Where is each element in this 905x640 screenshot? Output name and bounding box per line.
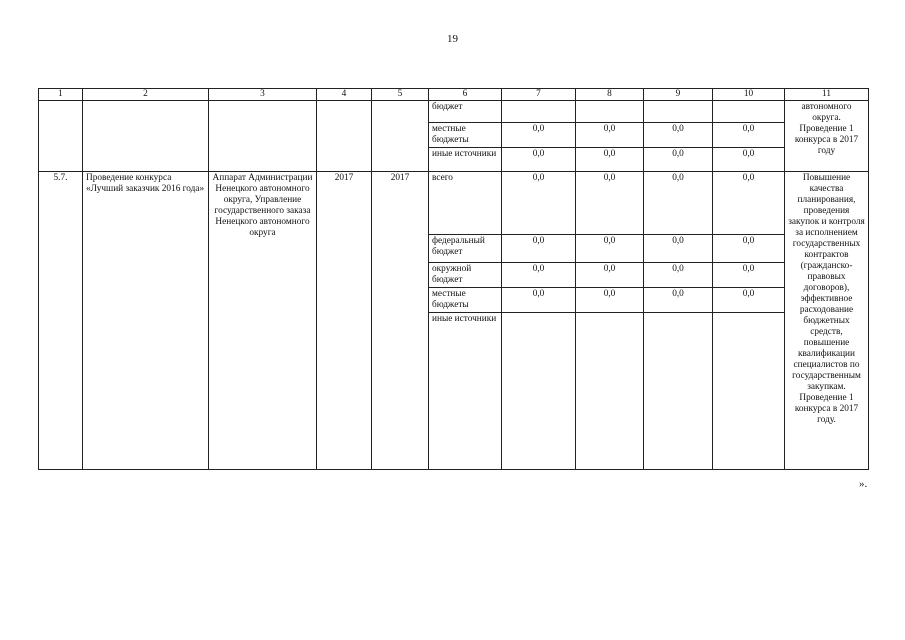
column-header: 4: [317, 89, 372, 101]
value-cell: 0,0: [576, 235, 644, 263]
value-cell: 0,0: [576, 123, 644, 148]
continuation-name-cell: [83, 101, 209, 172]
funding-source: местные бюджеты: [429, 288, 502, 313]
funding-source: всего: [429, 172, 502, 235]
value-cell: 0,0: [576, 172, 644, 235]
column-header: 3: [209, 89, 317, 101]
funding-source: иные источники: [429, 148, 502, 172]
value-cell: [713, 313, 785, 470]
value-cell: 0,0: [644, 172, 713, 235]
continuation-start-cell: [317, 101, 372, 172]
value-cell: 0,0: [713, 235, 785, 263]
value-cell: 0,0: [644, 288, 713, 313]
funding-source: федеральный бюджет: [429, 235, 502, 263]
continuation-end-cell: [372, 101, 429, 172]
item-number: 5.7.: [39, 172, 83, 470]
closing-quote-mark: ».: [859, 478, 868, 490]
item-executor: Аппарат Администрации Ненецкого автономного округа, Управление государственного заказа Ненецкого автономного округа: [209, 172, 317, 470]
value-cell: 0,0: [576, 148, 644, 172]
column-header: 1: [39, 89, 83, 101]
value-cell: 0,0: [502, 288, 576, 313]
expected-result: Повышение качества планирования, проведения закупок и контроля за исполнением государственных контрактов (гражданско-правовых договоров), эффективное расходование бюджетных средств, повышение квалификации специалистов по государственным закупкам. Проведение 1 конкурса в 2017 году.: [785, 172, 869, 470]
activities-table: [38, 88, 869, 470]
funding-source: иные источники: [429, 313, 502, 470]
page-number: 19: [447, 33, 458, 45]
column-header: 10: [713, 89, 785, 101]
continuation-executor-cell: [209, 101, 317, 172]
column-header-row: [39, 89, 869, 101]
value-cell: [644, 101, 713, 123]
value-cell: 0,0: [644, 123, 713, 148]
column-header: 5: [372, 89, 429, 101]
value-cell: 0,0: [502, 123, 576, 148]
value-cell: 0,0: [502, 148, 576, 172]
value-cell: 0,0: [713, 123, 785, 148]
column-header: 2: [83, 89, 209, 101]
value-cell: 0,0: [502, 172, 576, 235]
item-start-year: 2017: [317, 172, 372, 470]
value-cell: [644, 313, 713, 470]
value-cell: 0,0: [644, 148, 713, 172]
value-cell: 0,0: [713, 263, 785, 288]
table-row: [39, 172, 869, 235]
column-header: 11: [785, 89, 869, 101]
value-cell: [502, 313, 576, 470]
funding-source: местные бюджеты: [429, 123, 502, 148]
value-cell: [713, 101, 785, 123]
value-cell: 0,0: [502, 263, 576, 288]
table-row: [39, 101, 869, 123]
column-header: 6: [429, 89, 502, 101]
column-header: 8: [576, 89, 644, 101]
item-end-year: 2017: [372, 172, 429, 470]
value-cell: 0,0: [576, 288, 644, 313]
column-header: 7: [502, 89, 576, 101]
value-cell: 0,0: [644, 235, 713, 263]
value-cell: 0,0: [713, 288, 785, 313]
item-name: Проведение конкурса «Лучший заказчик 2016 года»: [83, 172, 209, 470]
expected-result: автономного округа. Проведение 1 конкурса в 2017 году: [785, 101, 869, 172]
value-cell: 0,0: [576, 263, 644, 288]
value-cell: [576, 313, 644, 470]
column-header: 9: [644, 89, 713, 101]
funding-source: бюджет: [429, 101, 502, 123]
funding-source: окружной бюджет: [429, 263, 502, 288]
value-cell: [576, 101, 644, 123]
value-cell: 0,0: [644, 263, 713, 288]
value-cell: 0,0: [713, 148, 785, 172]
value-cell: [502, 101, 576, 123]
value-cell: 0,0: [502, 235, 576, 263]
continuation-number-cell: [39, 101, 83, 172]
value-cell: 0,0: [713, 172, 785, 235]
